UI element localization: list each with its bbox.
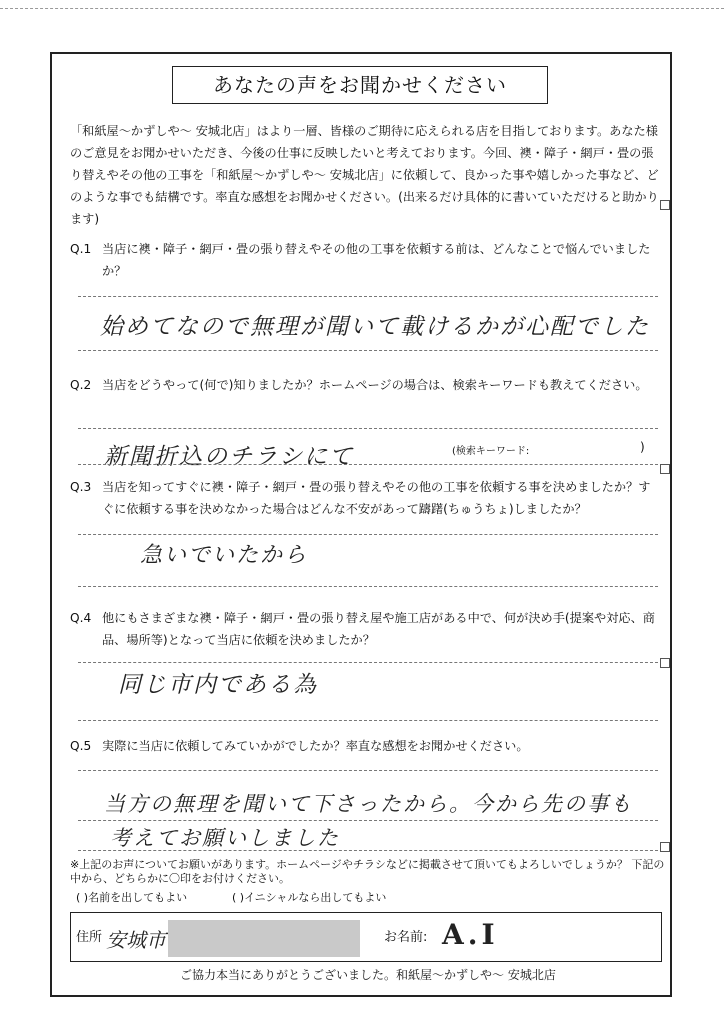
question-2-number: Q.2: [70, 378, 92, 392]
question-4-text: 他にもさまざまな襖・障子・網戸・畳の張り替え屋や施工店がある中で、何が決め手(提案や対応、商品、場所等)となって当店に依頼を決めましたか？: [102, 611, 655, 647]
answer-line: [78, 820, 658, 821]
answer-5-handwriting-line1: 当方の無理を聞いて下さったから。今から先の事も: [104, 792, 633, 816]
search-keyword-close: ): [640, 440, 645, 454]
question-3-text: 当店を知ってすぐに襖・障子・網戸・畳の張り替えやその他の工事を依頼する事を決めましたか？すぐに依頼する事を決めなかった場合はどんな不安があって躊躇(ちゅうちょ)しましたか？: [102, 480, 651, 516]
name-label: お名前:: [384, 930, 428, 945]
redacted-address: [168, 920, 360, 957]
margin-mark: [660, 842, 670, 852]
option-initials[interactable]: ( )イニシャルなら出してもよい: [232, 891, 387, 904]
question-4: [70, 607, 662, 651]
question-1-number: Q.1: [70, 242, 92, 256]
address-label: 住所: [76, 930, 103, 945]
address-value: 安城市: [106, 928, 166, 952]
footer-thanks: ご協力本当にありがとうございました。和紙屋～かずしや～ 安城北店: [180, 968, 556, 982]
question-1: [70, 238, 662, 282]
question-3-number: Q.3: [70, 480, 92, 494]
answer-4-handwriting: 同じ市内である為: [118, 672, 318, 698]
margin-mark: [660, 464, 670, 474]
question-5: [70, 735, 662, 757]
answer-line: [78, 720, 658, 721]
answer-1-handwriting: 始めてなので無理が聞いて載けるかが心配でした: [100, 314, 650, 340]
question-2: [70, 374, 662, 396]
question-5-text: 実際に当店に依頼してみていかがでしたか？率直な感想をお聞かせください。: [102, 739, 529, 753]
question-3: [70, 476, 662, 520]
answer-line: [78, 428, 658, 429]
answer-line: [78, 662, 658, 663]
survey-title: あなたの声をお聞かせください: [172, 66, 548, 104]
margin-mark: [660, 658, 670, 668]
answer-line: [78, 464, 658, 465]
answer-3-handwriting: 急いでいたから: [140, 543, 309, 568]
answer-line: [78, 350, 658, 351]
question-1-text: 当店に襖・障子・網戸・畳の張り替えやその他の工事を依頼する前は、どんなことで悩んでいましたか？: [102, 242, 651, 278]
answer-2-handwriting: 新聞折込のチラシにて: [104, 444, 354, 470]
question-2-text: 当店をどうやって(何で)知りましたか？ホームページの場合は、検索キーワードも教えてください。: [102, 378, 648, 392]
option-full-name[interactable]: ( )名前を出してもよい: [76, 891, 188, 904]
search-keyword-label: (検索キーワード:: [452, 446, 530, 457]
answer-line: [78, 586, 658, 587]
margin-mark: [660, 200, 670, 210]
answer-5-handwriting-line2: 考えてお願いしました: [110, 826, 340, 850]
answer-line: [78, 770, 658, 771]
question-4-number: Q.4: [70, 611, 92, 625]
page-top-rule: [0, 8, 724, 9]
answer-line: [78, 534, 658, 535]
publication-consent-note: ※上記のお声についてお願いがあります。ホームページやチラシなどに掲載させて頂いてもよろしいでしょうか？ 下記の中から、どちらかに〇印をお付けください。: [70, 858, 665, 885]
intro-paragraph: 「和紙屋～かずしや～ 安城北店」はより一層、皆様のご期待に応えられる店を目指しております。あなた様のご意見をお聞かせいただき、今後の仕事に反映したいと考えております。今回、襖・障子・網戸・畳の張り替えやその他の工事を「和紙屋～かずしや～ 安城北店」に依頼して、良かった事や嬉しかった事など、どのような事でも結構です。率直な感想をお聞かせください。(出来るだけ具体的に書いていただけると助かります): [70, 124, 659, 226]
name-value: A.I: [442, 918, 499, 951]
answer-line: [78, 296, 658, 297]
answer-line: [78, 850, 658, 851]
question-5-number: Q.5: [70, 739, 92, 753]
